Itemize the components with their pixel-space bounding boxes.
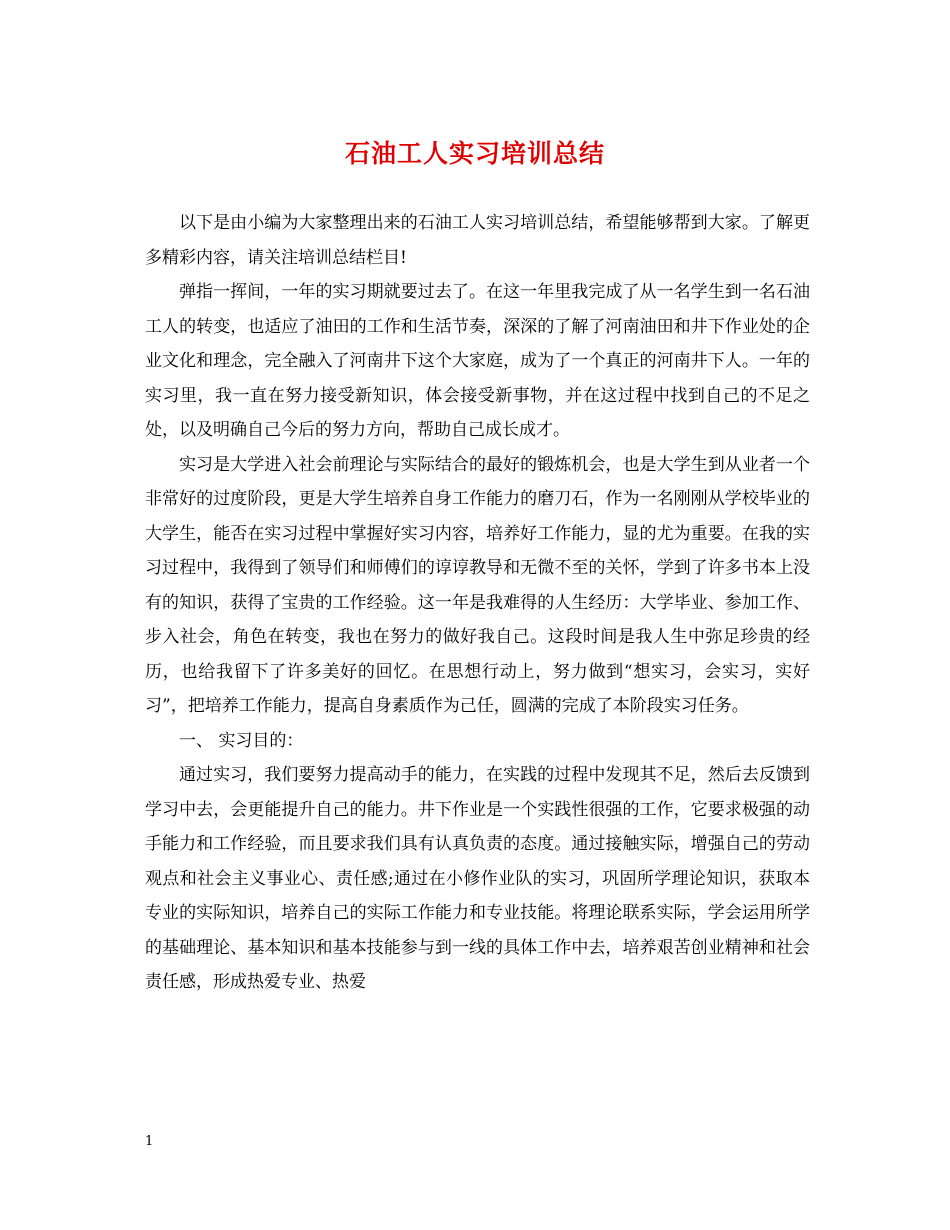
section-heading: 一、 实习目的： bbox=[179, 730, 304, 751]
section-paragraph: 通过实习，我们要努力提高动手的能力，在实践的过程中发现其不足，然后去反馈到学习中去，会更能提升自己的能力。井下作业是一个实践性很强的工作，它要求极强的动手能力和工作经验，而且要求我们具有认真负责的态度。通过接触实际，增强自己的劳动观点和社会主义事业心、责任感;通过在小修作业队的实习，巩固所学理论知识，获取本专业的实际知识，培养自己的实际工作能力和专业技能。将理论联系实际，学会运用所学的基础理论、基本知识和基本技能参与到一线的具体工作中去，培养艰苦创业精神和社会责任感，形成热爱专业、热爱 bbox=[145, 765, 810, 992]
document-title: 石油工人实习培训总结 bbox=[344, 139, 605, 168]
document-body bbox=[145, 206, 810, 1000]
page-number: 1 bbox=[145, 1134, 154, 1149]
body-paragraph: 弹指一挥间，一年的实习期就要过去了。在这一年里我完成了从一名学生到一名石油工人的转变，也适应了油田的工作和生活节奏，深深的了解了河南油田和井下作业处的企业文化和理念，完全融入了河南井下这个大家庭，成为了一个真正的河南井下人。一年的实习里，我一直在努力接受新知识，体会接受新事物，并在这过程中找到自己的不足之处，以及明确自己今后的努力方向，帮助自己成长成才。 bbox=[145, 282, 810, 440]
body-paragraph: 实习是大学进入社会前理论与实际结合的最好的锻炼机会，也是大学生到从业者一个非常好的过度阶段，更是大学生培养自身工作能力的磨刀石，作为一名刚刚从学校毕业的大学生，能否在实习过程中掌握好实习内容，培养好工作能力，显的尤为重要。在我的实习过程中，我得到了领导们和师傅们的谆谆教导和无微不至的关怀，学到了许多书本上没有的知识，获得了宝贵的工作经验。这一年是我难得的人生经历：大学毕业、参加工作、步入社会，角色在转变，我也在努力的做好我自己。这段时间是我人生中弥足珍贵的经历，也给我留下了许多美好的回忆。在思想行动上，努力做到“想实习，会实习，实好习”，把培养工作能力，提高自身素质作为己任，圆满的完成了本阶段实习任务。 bbox=[145, 454, 810, 716]
intro-paragraph: 以下是由小编为大家整理出来的石油工人实习培训总结，希望能够帮到大家。了解更多精彩内容，请关注培训总结栏目! bbox=[145, 213, 810, 268]
